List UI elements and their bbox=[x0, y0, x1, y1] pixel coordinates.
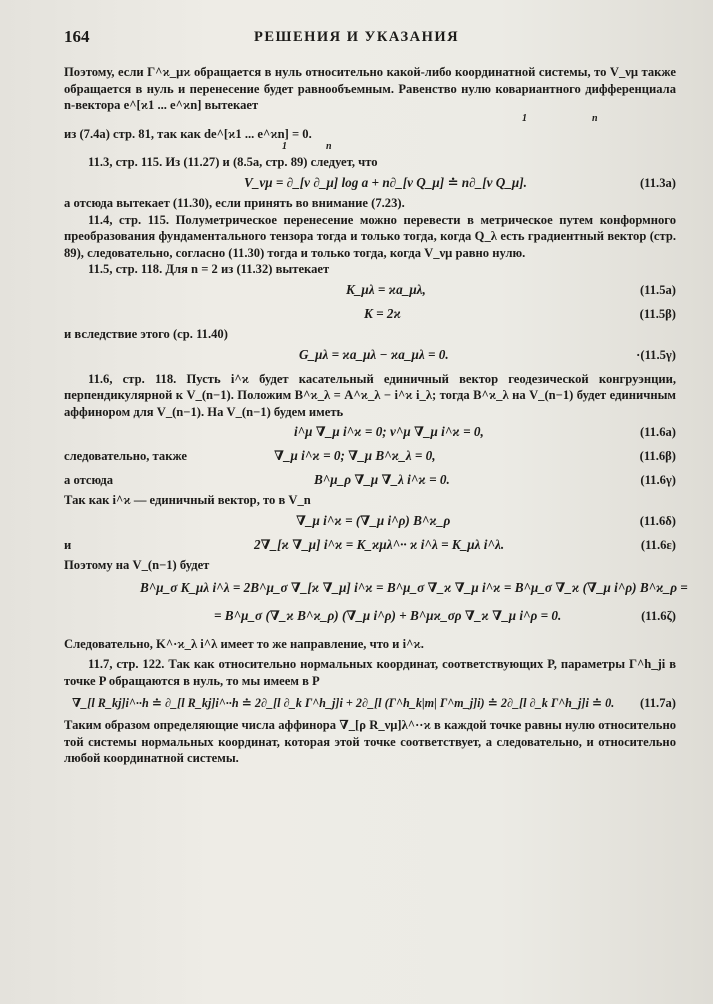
formula: ∇_μ i^ϰ = (∇_μ i^ρ) B^ϰ_ρ bbox=[296, 512, 451, 528]
formula: B^μ_σ K_μλ i^λ = 2B^μ_σ ∇_[ϰ ∇_μ] i^ϰ = B^μ_σ ∇_ϰ ∇_μ i^ϰ = B^μ_σ ∇_ϰ (∇_μ i^ρ) B^ϰ_ρ = bbox=[140, 579, 688, 595]
paragraph-unit-vector: Так как i^ϰ — единичный вектор, то в V_n bbox=[64, 493, 311, 508]
paragraph-tail: из (7.4a) стр. 81, так как de^[ϰ1 ... e^ϰn] = 0. bbox=[64, 126, 312, 141]
index-row-1 bbox=[64, 114, 676, 126]
equation-11-6f-line1 bbox=[64, 574, 688, 602]
paragraph-conclusion: Таким образом определяющие числа аффинора ∇_[ρ R_νμ]λ^··ϰ в каждой точке равны нулю относительно той системы нормальных координат, которая этой точке соответствует, а следовательно, и относительно любой координатной системы. bbox=[64, 718, 676, 766]
section-11-7-intro: 11.7, стр. 122. Так как относительно нормальных координат, соответствующих P, параметры Γ^h_ji в точке P обращаются в нуль, то мы имеем в P bbox=[64, 657, 676, 688]
equation-lead-text: и bbox=[64, 537, 72, 552]
equation-number: (11.6ζ) bbox=[641, 608, 676, 623]
equation-number: (11.6δ) bbox=[639, 513, 676, 528]
equation-11-5a bbox=[64, 278, 676, 302]
equation-number: (11.6ε) bbox=[640, 537, 676, 552]
equation-number: ·(11.5γ) bbox=[636, 347, 676, 362]
subscript-index: 1 bbox=[522, 112, 527, 124]
equation-number: (11.3a) bbox=[639, 175, 676, 190]
equation-11-6a bbox=[64, 420, 676, 444]
equation-11-6c bbox=[64, 468, 676, 492]
formula: K_μλ = ϰa_μλ, bbox=[346, 281, 426, 297]
formula: G_μλ = ϰa_μλ − ϰa_μλ = 0. bbox=[299, 346, 449, 362]
paragraph-consequently: Следовательно, K^·ϰ_λ i^λ имеет то же направление, что и i^ϰ. bbox=[64, 636, 424, 651]
section-11-5-intro: 11.5, стр. 118. Для n = 2 из (11.32) вытекает bbox=[88, 262, 330, 277]
formula: i^μ ∇_μ i^ϰ = 0; v^μ ∇_μ i^ϰ = 0, bbox=[294, 424, 484, 440]
equation-number: (11.5β) bbox=[639, 306, 676, 321]
equation-11-5b bbox=[64, 302, 676, 326]
page-header bbox=[64, 27, 673, 49]
index-row-2 bbox=[64, 142, 676, 154]
section-11-6-intro: 11.6, стр. 118. Пусть i^ϰ будет касательный единичный вектор геодезической конгруэнции, перпендикулярной к V_(n−1). Положим B^ϰ_λ = A^ϰ_λ − i^ϰ i_λ; тогда B^ϰ_λ на V_(n−1) будет единичным аффинором для V_(n−1). На V_(n−1) будем иметь bbox=[64, 371, 676, 419]
section-11-4: 11.4, стр. 115. Полуметрическое перенесение можно перевести в метрическое путем конформного преобразования фундаментального тензора тогда и только тогда, когда Q_λ есть градиентный вектор (стр. 89), следовательно, согласно (11.30) тогда и только тогда, когда V_νμ равно нулю. bbox=[64, 212, 676, 260]
equation-11-6b bbox=[64, 444, 676, 468]
formula: ∇_μ i^ϰ = 0; ∇_μ B^ϰ_λ = 0, bbox=[274, 448, 436, 464]
running-title: РЕШЕНИЯ И УКАЗАНИЯ bbox=[254, 29, 460, 45]
formula: K = 2ϰ bbox=[364, 305, 401, 321]
section-11-3-intro: 11.3, стр. 115. Из (11.27) и (8.5a, стр. 89) следует, что bbox=[88, 155, 378, 170]
paragraph-volume-preserving: Поэтому, если Γ^ϰ_μϰ обращается в нуль относительно какой-либо координатной системы, то V_νμ также обращается в нуль и перенесение будет равнообъемным. Равенство нулю ковариантного дифференциала n-вектора e^[ϰ1 ... e^ϰn] вытекает bbox=[64, 65, 676, 113]
equation-11-7a bbox=[64, 689, 676, 717]
formula: B^μ_ρ ∇_μ ∇_λ i^ϰ = 0. bbox=[314, 472, 450, 488]
subscript-index: 1 bbox=[282, 141, 287, 153]
equation-number: (11.6γ) bbox=[640, 473, 676, 488]
equation-11-6e bbox=[64, 533, 676, 557]
equation-11-3a bbox=[64, 171, 676, 195]
equation-number: (11.6β) bbox=[639, 449, 676, 464]
page-number: 164 bbox=[64, 27, 90, 46]
equation-number: (11.5a) bbox=[639, 282, 676, 297]
equation-number: (11.6a) bbox=[639, 425, 676, 440]
formula: 2∇_[ϰ ∇_μ] i^ϰ = K_ϰμλ^·· ϰ i^λ = K_μλ i^λ. bbox=[254, 536, 505, 552]
subscript-index: n bbox=[592, 112, 598, 124]
paragraph-after-11-3: а отсюда вытекает (11.30), если принять во внимание (7.23). bbox=[64, 195, 405, 210]
subscript-index: n bbox=[326, 141, 332, 153]
formula: ∇_[l R_kj]i^··h ≐ ∂_[l R_kj]i^··h ≐ 2∂_[l ∂_k Γ^h_j]i + 2∂_[l (Γ^h_k|m| Γ^m_j]i) ≐ 2∂_[l ∂_k Γ^h_j]i ≐ 0. bbox=[72, 696, 615, 711]
paragraph-therefore: Поэтому на V_(n−1) будет bbox=[64, 557, 210, 572]
equation-11-6d bbox=[64, 509, 676, 533]
equation-lead-text: а отсюда bbox=[64, 473, 114, 488]
equation-11-5c bbox=[64, 343, 676, 367]
page-body bbox=[64, 64, 688, 767]
formula: = B^μ_σ (∇_ϰ B^ϰ_ρ) (∇_μ i^ρ) + B^μϰ_σρ ∇_ϰ ∇_μ i^ρ = 0. bbox=[214, 607, 562, 623]
equation-number: (11.7a) bbox=[639, 696, 676, 711]
formula: V_νμ = ∂_[ν ∂_μ] log a + n∂_[ν Q_μ] ≐ n∂_[ν Q_μ]. bbox=[244, 174, 527, 190]
equation-lead-text: следовательно, также bbox=[64, 449, 188, 464]
equation-11-6f-line2 bbox=[64, 602, 676, 630]
paragraph-after-11-5: и вследствие этого (ср. 11.40) bbox=[64, 326, 228, 341]
